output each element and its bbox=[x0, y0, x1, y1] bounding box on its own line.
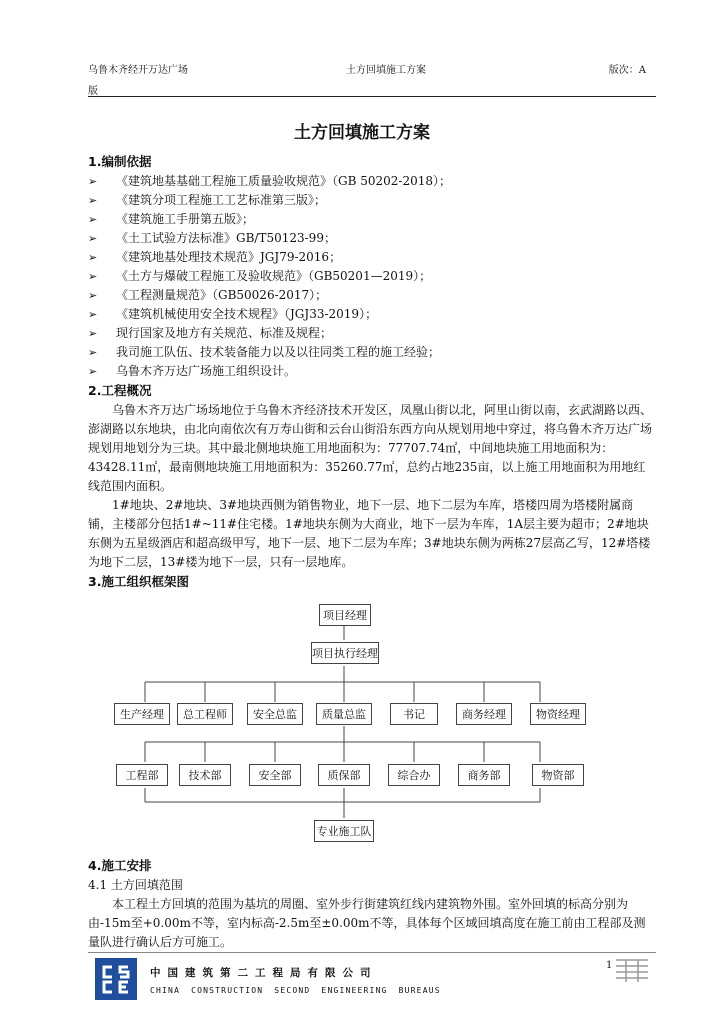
overview-paragraph-1: 乌鲁木齐万达广场场地位于乌鲁木齐经济技术开发区，凤凰山街以北，阿里山街以南，玄武湖路以西、澎湖路以东地块，由北向南依次有万寿山街和云台山街沿东西方向从规划用地中穿过，将乌鲁木齐万达广场规划用地划分为三块。其中最北侧地块施工用地面积为：77707.74㎡，中间地块施工用地面积为：43428.11㎡，最南侧地块施工用地面积为：35260.77㎡，总约占地235亩，以上施工用地面积为用地红线范围内面积。 bbox=[88, 403, 653, 493]
page-number: 1 bbox=[606, 960, 613, 971]
arrow-bullet-icon: ➢ bbox=[88, 251, 98, 264]
header-doc-title: 土方回填施工方案 bbox=[346, 65, 426, 76]
list-item: ➢ 《建筑地基基础工程施工质量验收规范》（GB 50202-2018）； bbox=[88, 172, 656, 191]
arrow-bullet-icon: ➢ bbox=[88, 365, 98, 378]
list-item: ➢ 《土工试验方法标准》GB/T50123-99； bbox=[88, 229, 656, 248]
header-version: 版次：A bbox=[608, 65, 646, 76]
list-item: ➢ 《建筑施工手册第五版》； bbox=[88, 210, 656, 229]
document-title: 土方回填施工方案 bbox=[294, 123, 430, 143]
list-item: ➢ 现行国家及地方有关规范、标准及规程； bbox=[88, 324, 656, 343]
arrow-bullet-icon: ➢ bbox=[88, 175, 98, 188]
org-node-specialist-crews: 专业施工队 bbox=[314, 820, 374, 842]
list-item: ➢ 《建筑机械使用安全技术规程》（JGJ33-2019）； bbox=[88, 305, 656, 324]
list-item: ➢ 《土方与爆破工程施工及验收规范》（GB50201—2019）； bbox=[88, 267, 656, 286]
header-project: 乌鲁木齐经开万达广场 bbox=[88, 65, 188, 76]
org-node-executive-manager: 项目执行经理 bbox=[311, 642, 379, 664]
document-body bbox=[88, 152, 656, 952]
arrow-bullet-icon: ➢ bbox=[88, 346, 98, 359]
overview-paragraph-2: 1#地块、2#地块、3#地块西侧为销售物业，地下一层、地下二层为车库，塔楼四周为塔楼附属商铺，主楼部分包括1#~11#住宅楼。1#地块东侧为大商业，地下一层为车库，1A层主要为超市；2#地块东侧为五星级酒店和超高级甲写，地下一层、地下二层为车库；3#地块东侧为两栋27层高乙写，12#塔楼为地下二层，13#楼为地下一层，只有一层地库。 bbox=[88, 498, 651, 569]
list-item: ➢ 我司施工队伍、技术装备能力以及以往同类工程的施工经验； bbox=[88, 343, 656, 362]
list-item: ➢ 《建筑地基处理技术规范》JGJ79-2016； bbox=[88, 248, 656, 267]
list-item: ➢ 《工程测量规范》（GB50026-2017）； bbox=[88, 286, 656, 305]
org-node-materials-dept: 物资部 bbox=[532, 764, 584, 786]
arrow-bullet-icon: ➢ bbox=[88, 213, 98, 226]
org-node-project-manager: 项目经理 bbox=[319, 604, 371, 626]
org-node-materials-manager: 物资经理 bbox=[530, 703, 586, 725]
footer-divider bbox=[88, 952, 656, 953]
footer-company-cn: 中国建筑第二工程局有限公司 bbox=[150, 967, 378, 979]
org-node-safety-director: 安全总监 bbox=[247, 703, 303, 725]
backfill-scope-paragraph: 本工程土方回填的范围为基坑的周圈、室外步行街建筑红线内建筑物外围。室外回填的标高分别为由-15m至+0.00m不等，室内标高-2.5m至±0.00m不等，具体每个区域回填高度在施工前由工程部及测量队进行确认后方可施工。 bbox=[88, 897, 646, 949]
section2-heading: 2.工程概况 bbox=[88, 383, 152, 398]
arrow-bullet-icon: ➢ bbox=[88, 289, 98, 302]
arrow-bullet-icon: ➢ bbox=[88, 232, 98, 245]
org-node-production-manager: 生产经理 bbox=[114, 703, 170, 725]
subsection-4-1-heading: 4.1 土方回填范围 bbox=[88, 878, 183, 892]
arrow-bullet-icon: ➢ bbox=[88, 327, 98, 340]
arrow-bullet-icon: ➢ bbox=[88, 308, 98, 321]
org-node-business-dept: 商务部 bbox=[458, 764, 510, 786]
header-divider bbox=[88, 96, 656, 97]
org-node-general-office: 综合办 bbox=[388, 764, 440, 786]
org-node-chief-engineer: 总工程师 bbox=[177, 703, 233, 725]
org-node-secretary: 书记 bbox=[390, 703, 438, 725]
list-item: ➢ 乌鲁木齐万达广场施工组织设计。 bbox=[88, 362, 656, 381]
org-node-engineering-dept: 工程部 bbox=[116, 764, 168, 786]
header-project-cont: 版 bbox=[88, 86, 98, 97]
org-chart-connectors bbox=[88, 596, 656, 856]
org-node-quality-director: 质量总监 bbox=[316, 703, 372, 725]
section3-heading: 3.施工组织框架图 bbox=[88, 574, 189, 589]
basis-list bbox=[88, 172, 656, 381]
org-node-technical-dept: 技术部 bbox=[179, 764, 231, 786]
cscec-logo-icon bbox=[95, 958, 137, 1000]
section1-heading: 1.编制依据 bbox=[88, 154, 152, 169]
org-node-quality-dept: 质保部 bbox=[318, 764, 370, 786]
org-node-business-manager: 商务经理 bbox=[456, 703, 512, 725]
org-node-safety-dept: 安全部 bbox=[249, 764, 301, 786]
footer-company-en: CHINA CONSTRUCTION SECOND ENGINEERING BUREAUS bbox=[150, 986, 441, 995]
footer-ornament-icon bbox=[614, 956, 654, 986]
section4-heading: 4.施工安排 bbox=[88, 858, 152, 873]
arrow-bullet-icon: ➢ bbox=[88, 270, 98, 283]
list-item: ➢ 《建筑分项工程施工工艺标准第三版》； bbox=[88, 191, 656, 210]
org-chart bbox=[88, 596, 656, 856]
arrow-bullet-icon: ➢ bbox=[88, 194, 98, 207]
